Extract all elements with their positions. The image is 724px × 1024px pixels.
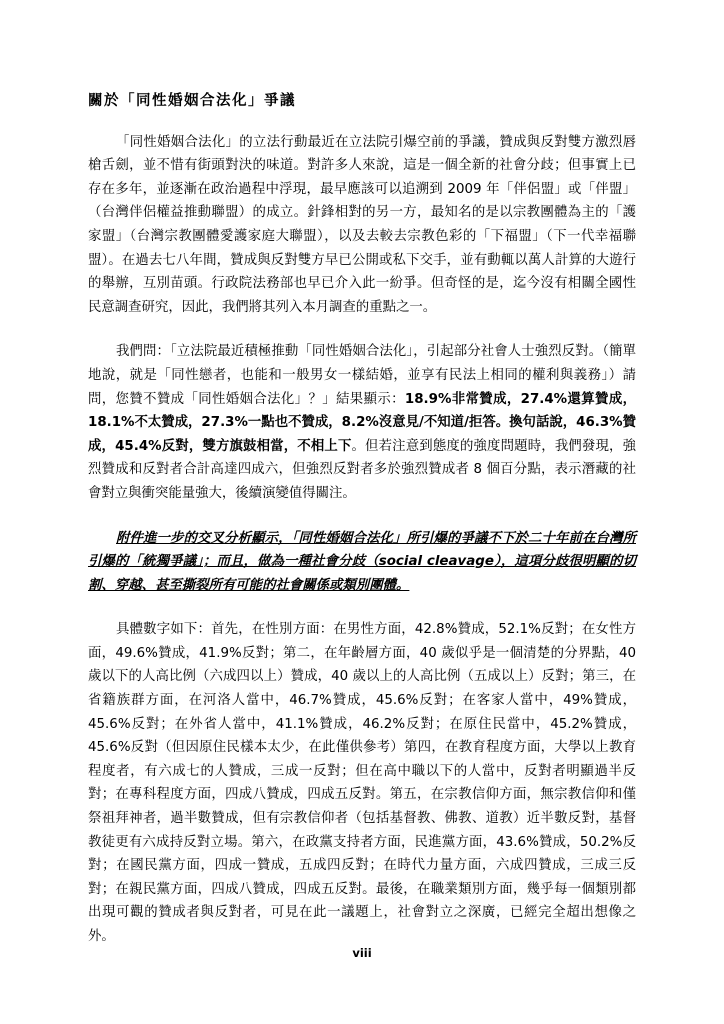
- paragraph-detailed-figures: 具體數字如下：首先，在性別方面：在男性方面，42.8%贊成，52.1%反對；在女性方面，49.6%贊成，41.9%反對；第二，在年齡層方面，40 歲似乎是一個清楚的分界點，40 歲以下的人高比例（六成四以上）贊成，40 歲以上的人高比例（五成以上）反對；第三，在省籍族群方面，在河洛人當中，46.7%贊成，45.6%反對；在客家人當中，49%贊成，45.6%反對；在外省人當中，41.1%贊成，46.2%反對；在原住民當中，45.2%贊成，45.6%反對（但因原住民樣本太少，在此僅供參考）第四，在教育程度方面，大學以上教育程度者，有六成七的人贊成，三成一反對；但在高中職以下的人當中，反對者明顯過半反對；在專科程度方面，四成八贊成，四成五反對。第五，在宗教信仰方面，無宗教信仰和僅祭祖拜神者，過半數贊成，但有宗教信仰者（包括基督教、佛教、道教）近半數反對，基督教徒更有六成持反對立場。第六，在政黨支持者方面，民進黨方面，43.6%贊成，50.2%反對；在國民黨方面，四成一贊成，五成四反對；在時代力量方面，六成四贊成，三成三反對；在親民黨方面，四成八贊成，四成五反對。最後，在職業類別方面，幾乎每一個類別都出現可觀的贊成者與反對者，可見在此一議題上，社會對立之深廣，已經完全超出想像之外。: [88, 622, 636, 944]
- page-number: viii: [352, 946, 372, 960]
- survey-results-bold: 18.9%非常贊成，27.4%還算贊成，18.1%不太贊成，27.3%一點也不贊成，8.2%沒意見/不知道/拒答。換句話說，46.3%贊成，45.4%反對，雙方旗鼓相當，不相上下: [88, 391, 636, 454]
- paragraph-survey-question-text: 我們問：「立法院最近積極推動「同性婚姻合法化」，引起部分社會人士強烈反對。（簡單地說，就是「同性戀者，也能和一般男女一樣結婚，並享有民法上相同的權利與義務」）請問，您贊不贊成「同性婚姻合法化」？」結果顯示：: [88, 344, 636, 407]
- paragraph-survey-conclusion: 。但若注意到態度的強度問題時，我們發現，強烈贊成和反對者合計高達四成六，但強烈反對者多於強烈贊成者 8 個百分點，表示潛藏的社會對立與衝突能量強大，後續演變值得關注。: [88, 438, 636, 501]
- paragraph-cross-analysis: 附件進一步的交叉分析顯示，「同性婚姻合法化」所引爆的爭議不下於二十年前在台灣所引爆的「統獨爭議」；而且，做為一種社會分歧（social cleavage），這項分歧很明顯的切割、穿越、甚至撕裂所有可能的社會關係或類別團體。: [88, 530, 636, 593]
- paragraph-survey-question: [88, 340, 636, 505]
- paragraph-intro: 「同性婚姻合法化」的立法行動最近在立法院引爆空前的爭議，贊成與反對雙方激烈唇槍舌劍，並不惜有街頭對決的味道。對許多人來說，這是一個全新的社會分歧；但事實上已存在多年，並逐漸在政治過程中浮現，最早應該可以追溯到 2009 年「伴侶盟」或「伴盟」（台灣伴侶權益推動聯盟）的成立。針鋒相對的另一方，最知名的是以宗教團體為主的「護家盟」（台灣宗教團體愛護家庭大聯盟），以及去較去宗教色彩的「下福盟」（下一代幸福聯盟）。在過去七八年間，贊成與反對雙方早已公開或私下交手，並有動輒以萬人計算的大遊行的舉辦，互別苗頭。行政院法務部也早已介入此一紛爭。但奇怪的是，迄今沒有相關全國性民意調查研究，因此，我們將其列入本月調查的重點之一。: [88, 134, 636, 315]
- document-body: [88, 90, 636, 949]
- section-title: 關於「同性婚姻合法化」爭議: [88, 93, 296, 109]
